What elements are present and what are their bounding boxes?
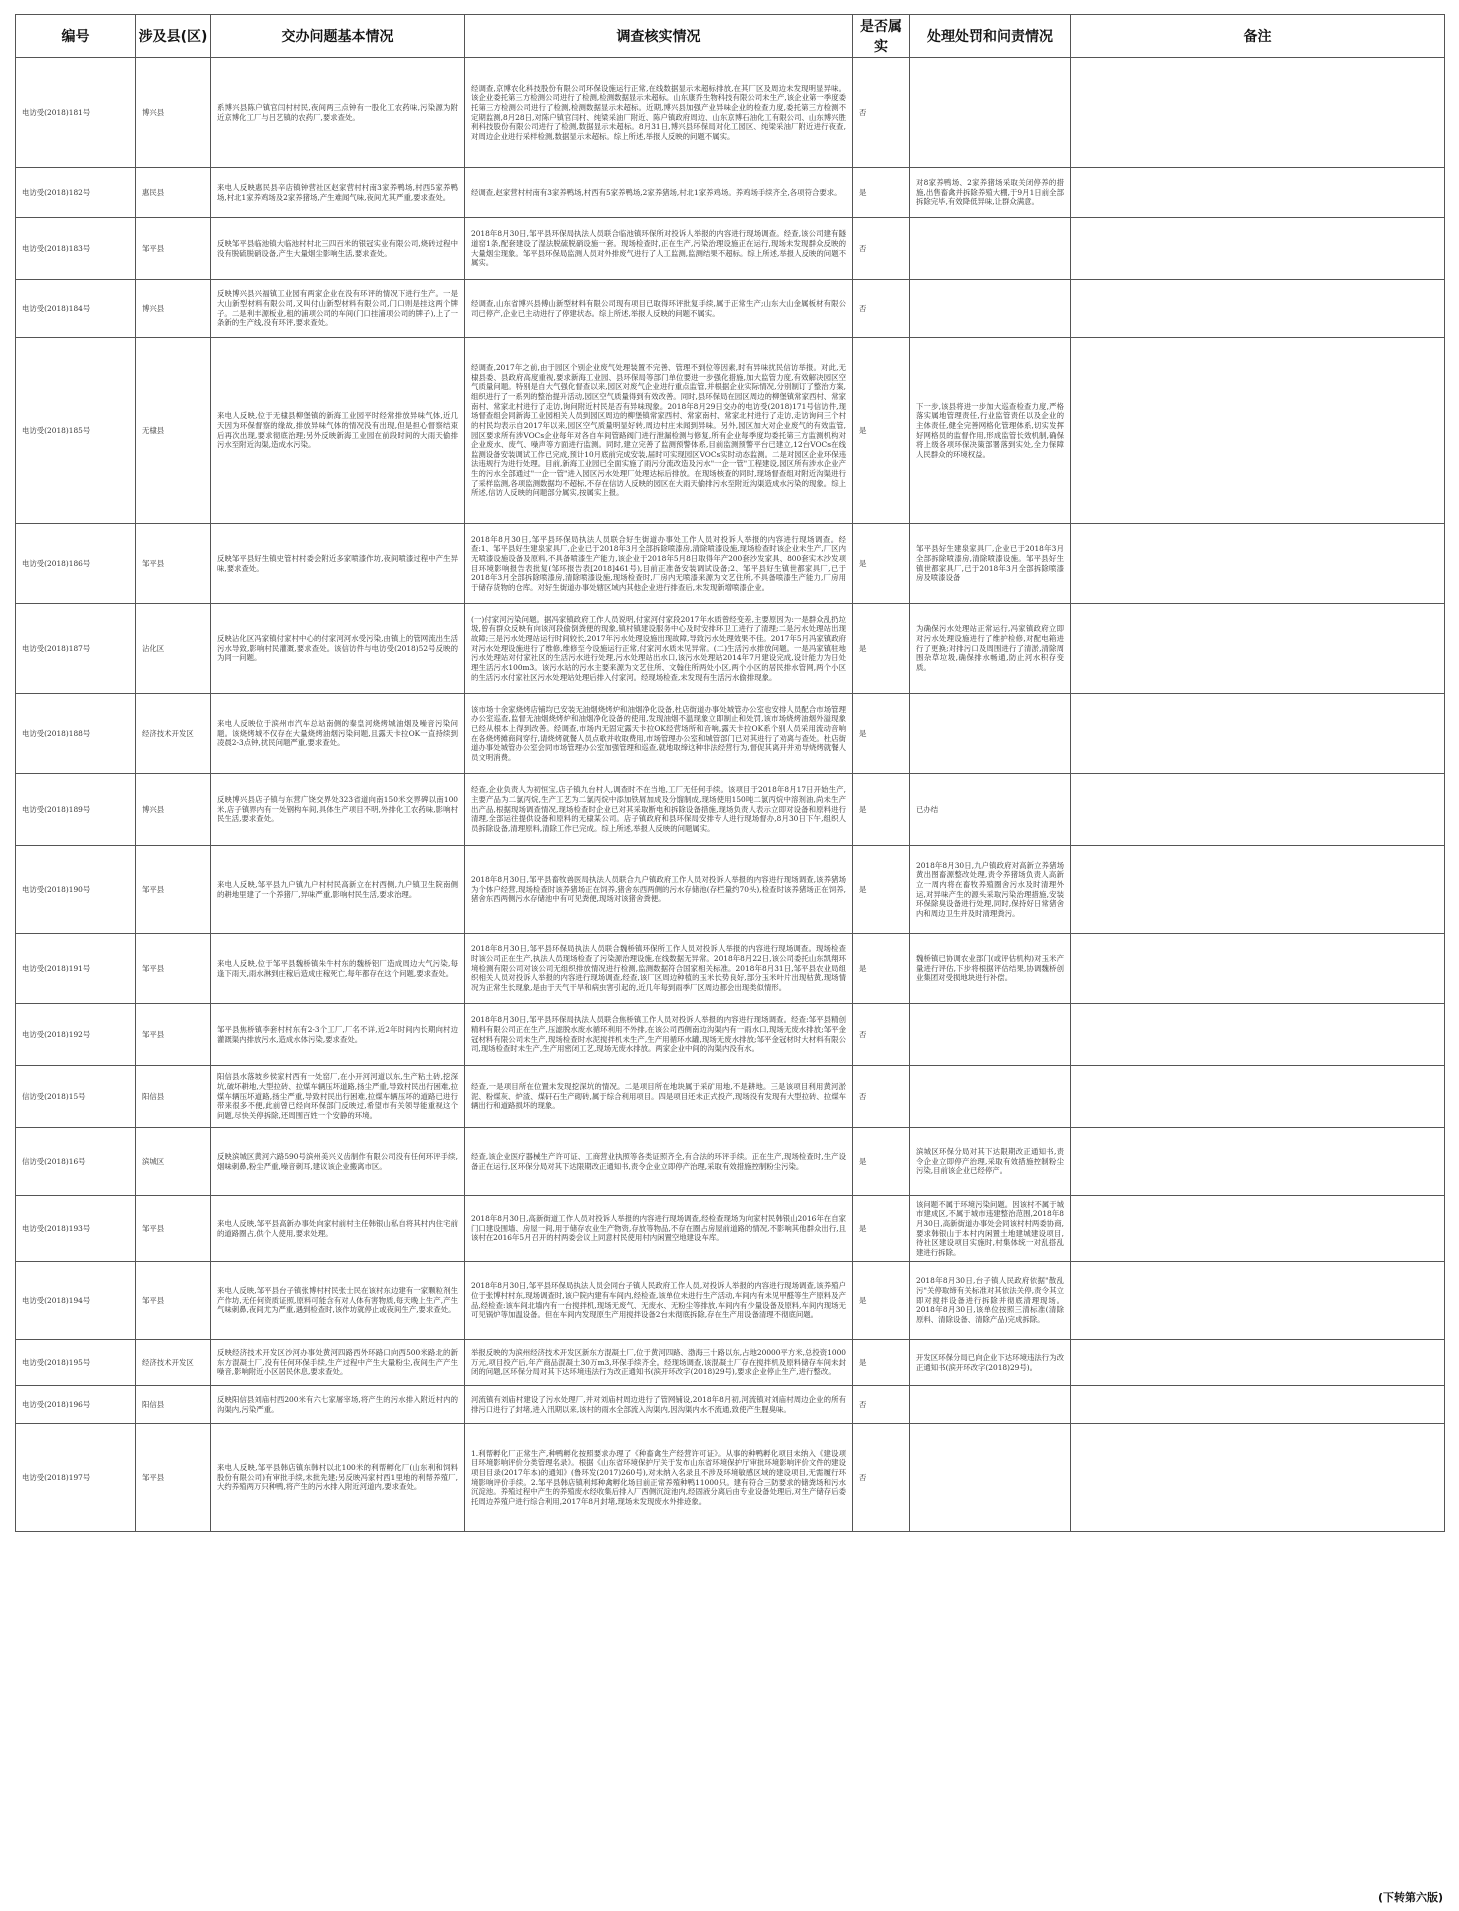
cell-issue: 来电人反映,邹平县九户镇九户村村民高新立在村西侧,九户镇卫生院南侧的耕地里建了一个养猪厂,异味严重,影响村民生活,要求治理。 (211, 846, 465, 934)
cell-penalty: 邹平县好生建泉家具厂,企业已于2018年3月全部拆除喷漆房,清除喷漆设施。邹平县好生镇世都家具厂,已于2018年3月全部拆除喷漆房及喷漆设备 (910, 524, 1071, 604)
cell-id: 电访受(2018)188号 (16, 694, 136, 774)
cell-county: 滨城区 (136, 1128, 211, 1196)
cell-investigation: 经调查,山东省博兴县傅山新型材料有限公司现有项目已取得环评批复手续,属于正常生产;山东大山金属板材有限公司已停产,企业已主动进行了停建状态。综上所述,举报人反映的问题不属实。 (465, 280, 853, 338)
cell-id: 电访受(2018)186号 (16, 524, 136, 604)
cell-penalty: 已办结 (910, 774, 1071, 846)
cell-penalty: 滨城区环保分局对其下达限期改正通知书,责令企业立即停产治理,采取有效措施控制粉尘污染,目前该企业已经停产。 (910, 1128, 1071, 1196)
cell-verified: 是 (853, 934, 910, 1004)
cell-penalty: 开发区环保分局已向企业下达环境违法行为改正通知书(滨开环改字(2018)29号)。 (910, 1340, 1071, 1386)
cell-investigation: 经调查,2017年之前,由于园区个别企业废气处理装置不完善、管理不到位等因素,时有异味扰民信访举报。对此,无棣县委、县政府高度重视,要求新海工业园、县环保局等部门单位要进一步强化措施,加大监管力度,有效解决园区空气质量问题。特别是自大气强化督查以来,园区对废气企业进行重点监管,并根据企业实际情况,分别制订了整治方案,组织进行了一系列的整治提升活动,园区空气质量得到有效改善。同时,县环保局在园区周边的柳堡镇常家西村、常家南村、常家北村进行了走访,询问附近村民是否有异味现象。2018年8月29日交办的电访受(2018)171号信访件,现场督查组会同新海工业园相关人员到园区周边的柳堡镇常家西村、常家南村、常家北村进行了走访,走访询问三个村的村民均表示自2017年以来,园区空气质量明显好转,周边村庄未闻到异味。另外,园区加大对企业废气的有效监管,园区要求所有涉VOCs企业每年对各自车间管路阀门进行泄漏检测与修复,所有企业每季度均委托第三方监测机构对企业废水、废气、噪声等方面进行监测。同时,建立完善了监测预警体系,目前监测预警平台已建立,12台VOCs在线监测设备安装调试工作已完成,预计10月底前完成安装,届时可实现园区VOCs实时动态监测。二是对园区企业环保违法违规行为进行处理。目前,新海工业园已全面实施了雨污分流改造及污水"一企一管"工程建设,园区所有涉水企业产生的污水全部通过"一企一管"进入园区污水处理厂处理达标后排放。在现场核查的同时,现场督查组对附近沟渠进行了采样监测,各项监测数据均不超标,不存在信访人反映的园区在大雨天偷排污水至附近沟渠造成水污染的现象。综上所述,信访人反映的问题部分属实,按属实上报。 (465, 338, 853, 524)
header-investigation: 调查核实情况 (465, 15, 853, 58)
cell-issue: 反映滨城区黄河六路590号滨州美兴义齿制作有限公司没有任何环评手续,烟味刺鼻,粉尘严重,噪音刺耳,建议该企业搬离市区。 (211, 1128, 465, 1196)
cell-remark (1071, 604, 1445, 694)
cell-verified: 是 (853, 168, 910, 218)
cell-verified: 是 (853, 694, 910, 774)
cell-issue: 阳信县水落坡乡侯家村西有一处窑厂,在小开河河道以东,生产粘土砖,挖深坑,破坏耕地,大型拉砖、拉煤车辆压坏道路,扬尘严重,导致村民出行困难,拉煤车辆压坏道路,扬尘严重,导致村民出行困难,拉煤车辆压坏的道路已进行带来很多不便,此前曾已经向环保部门反映过,希望市有关领导能重视这个问题,尽快关停拆除,还周围百姓一个安静的环境。 (211, 1066, 465, 1128)
cell-remark (1071, 1386, 1445, 1424)
cell-verified: 否 (853, 1066, 910, 1128)
table-row (16, 218, 1445, 280)
cell-verified: 是 (853, 524, 910, 604)
cell-county: 博兴县 (136, 774, 211, 846)
cell-remark (1071, 1340, 1445, 1386)
cell-remark (1071, 846, 1445, 934)
table-row (16, 934, 1445, 1004)
cell-county: 阳信县 (136, 1066, 211, 1128)
table-row (16, 1386, 1445, 1424)
cell-issue: 来电人反映惠民县辛店镇钟营社区赵家营村村南3家养鸭场,村西5家养鸭场,村北1家养鸡场及2家养猪场,产生难闻气味,夜间尤其严重,要求查处。 (211, 168, 465, 218)
cell-penalty: 2018年8月30日,九户镇政府对高新立养猪场黄出图畜源整改处理,责令养猪场负责人高新立一周内将在畜牧养殖圈舍污水及时清理外运,对异味产生的源头采取污染治理措施,安装环保除臭设备进行处理,同时,保持好日常猪舍内和周边卫生并及时清理粪污。 (910, 846, 1071, 934)
cell-penalty (910, 1066, 1071, 1128)
cell-remark (1071, 1196, 1445, 1262)
cell-verified: 是 (853, 774, 910, 846)
cell-remark (1071, 1066, 1445, 1128)
cell-issue: 来电人反映,邹平县高新办事处向家村前村主任韩银山私自将其村内住宅前的道路圈占,供个人使用,要求处理。 (211, 1196, 465, 1262)
cell-penalty (910, 1424, 1071, 1532)
cell-remark (1071, 1128, 1445, 1196)
continued-note: (下转第六版) (1377, 1891, 1443, 1904)
header-county: 涉及县(区) (136, 15, 211, 58)
table-row (16, 846, 1445, 934)
cell-verified: 否 (853, 1424, 910, 1532)
cell-county: 邹平县 (136, 846, 211, 934)
cell-investigation: 2018年8月30日,邹平县环保局执法人员联合焦桥镇工作人员对投诉人举报的内容进行现场调查。经查:邹平县精创精料有限公司正在生产,压滤脱水废水循环利用不外排,在该公司西侧南边沟渠内有一雨水口,现场无废水排放;邹平金冠材料有限公司未生产,现场检查时水泥搅拌机未生产,生产用循环水罐,现场无废水排放;邹平金冠材时大材料有限公司,现场检查时未生产,生产用密闭工艺,现场无废水排放。两家企业中间的沟渠内没有水。 (465, 1004, 853, 1066)
header-issue: 交办问题基本情况 (211, 15, 465, 58)
header-remark: 备注 (1071, 15, 1445, 58)
cell-issue: 来电人反映,邹平县台子镇张博村村民张士民在该村东边建有一家颗粒剂生产作坊,无任何资质证照,原料可能含有对人体有害物质,每天晚上生产,产生气味刺鼻,夜间尤为严重,遇到检查时,该作坊就停止或夜间生产,要求查处。 (211, 1262, 465, 1340)
table-row (16, 1262, 1445, 1340)
table-row (16, 694, 1445, 774)
table-row (16, 338, 1445, 524)
cell-remark (1071, 1262, 1445, 1340)
cell-investigation: 经调查,京博农化科技股份有限公司环保设施运行正常,在线数据显示未超标排放,在其厂区及周边未发现明显异味。该企业委托第三方检测公司进行了检测,检测数据显示未超标。山东康乔生物科技有限公司未生产,该企业第一季度委托第三方检测公司进行了检测,检测数据显示未超标。近期,博兴县加强产业异味企业的检查力度,委托第三方检测不定期监测,8月28日,对陈户镇官闫村、纯梁采油厂附近、陈户镇政府周边、山东京博石油化工有限公司、山东博兴胜利科技股份有限公司进行了检测,数据显示未超标。8月31日,博兴县环保局对化工园区、纯梁采油厂附近进行夜查,对周边企业进行采样检测,数据显示未超标。综上所述,举报人反映的问题不属实。 (465, 58, 853, 168)
cell-id: 电访受(2018)189号 (16, 774, 136, 846)
cell-verified: 否 (853, 58, 910, 168)
cell-penalty (910, 218, 1071, 280)
cell-investigation: 2018年8月30日,邹平县环保局执法人员联合好生街道办事处工作人员对投诉人举报的内容进行现场调查。经查:1、邹平县好生建泉家具厂,企业已于2018年3月全部拆除喷漆房,清除喷漆设施,现场检查时该企业未生产,厂区内无喷漆设施设备及原料,不具备喷漆生产能力,该企业于2018年5月8日取得年产200套沙发家具、800套实木沙发项目环境影响报告表批复(邹环报告表[2018]461号),目前正准备安装调试设备;2、邹平县好生镇世都家具厂,已于2018年3月全部拆除喷漆房,清除喷漆设施,现场检查时,厂房内无喷漆来源为文艺住所,不具备喷漆生产能力,厂房用于储存货物的仓库。对好生街道办事处辖区域内其他企业进行排查后,未发现新增喷漆企业。 (465, 524, 853, 604)
cell-penalty (910, 1004, 1071, 1066)
cell-verified: 是 (853, 846, 910, 934)
cell-penalty: 为确保污水处理站正常运行,冯家镇政府立即对污水处理设施进行了维护检修,对配电箱进行了更换;对排污口及周围进行了清淤,清除周围杂草垃圾,确保排水畅通,防止河水积存变质。 (910, 604, 1071, 694)
cell-issue: 来电人反映,邹平县韩店镇东韩村以北100米的利帮孵化厂(山东利和饲料股份有限公司)有审批手续,未批先建;另反映冯家村西1里地的利帮养殖厂,大约养殖两万只种鸭,将产生的污水排入附近河道内,要求查处。 (211, 1424, 465, 1532)
cell-issue: 邹平县焦桥镇李套村村东有2-3个工厂,厂名不详,近2年时间内长期向村边灌溉渠内排放污水,造成水体污染,要求查处。 (211, 1004, 465, 1066)
cell-investigation: 2018年8月30日,高新街道工作人员对投诉人举报的内容进行现场调查,经检查现场为向家村民韩银山2016年在自家门口建设围墙、房屋一间,用于储存农业生产物资,存放等物品,不存在圈占房屋前道路的情况,不影响其他群众出行,且该村在2016年5月召开的村两委会议上同意村民使用村内闲置空地建设车库。 (465, 1196, 853, 1262)
cell-county: 阳信县 (136, 1386, 211, 1424)
cell-id: 电访受(2018)187号 (16, 604, 136, 694)
cell-county: 邹平县 (136, 218, 211, 280)
cell-verified: 是 (853, 604, 910, 694)
cell-id: 信访受(2018)15号 (16, 1066, 136, 1128)
cell-county: 博兴县 (136, 58, 211, 168)
cell-county: 无棣县 (136, 338, 211, 524)
table-row (16, 168, 1445, 218)
cell-remark (1071, 694, 1445, 774)
table-row (16, 1196, 1445, 1262)
cell-remark (1071, 338, 1445, 524)
cell-id: 电访受(2018)185号 (16, 338, 136, 524)
cell-county: 邹平县 (136, 524, 211, 604)
cell-id: 电访受(2018)192号 (16, 1004, 136, 1066)
cell-investigation: 2018年8月30日,邹平县畜牧兽医局执法人员联合九户镇政府工作人员对投诉人举报的内容进行现场调查,该养猪场为个体户经营,现场检查时该养猪场正在饲养,猪舍东西两侧的污水存储池(存栏量约70头),检查时该养猪场正在饲养,猪舍东西两侧污水存储池中有可见粪便,现场对该猪舍粪便。 (465, 846, 853, 934)
table-row (16, 1128, 1445, 1196)
cell-id: 电访受(2018)196号 (16, 1386, 136, 1424)
cell-investigation: 经调查,赵家营村村南有3家养鸭场,村西有5家养鸭场,2家养猪场,村北1家养鸡场。养鸡场手续齐全,各项符合要求。 (465, 168, 853, 218)
header-penalty: 处理处罚和问责情况 (910, 15, 1071, 58)
cell-verified: 否 (853, 218, 910, 280)
cell-issue: 反映经济技术开发区沙河办事处黄河四路西外环路口向西500米路北的新东方混凝土厂,没有任何环保手续,生产过程中产生大量粉尘,夜间生产产生噪音,影响附近小区居民休息,要求查处。 (211, 1340, 465, 1386)
table-row (16, 774, 1445, 846)
table-row (16, 1424, 1445, 1532)
cell-id: 电访受(2018)181号 (16, 58, 136, 168)
cell-id: 电访受(2018)183号 (16, 218, 136, 280)
cell-investigation: 经查,该企业医疗器械生产许可证、工商营业执照等各类证照齐全,有合法的环评手续。正在生产,现场检查时,生产设备正在运行,区环保分局对其下达限期改正通知书,责令企业立即停产治理,采取有效措施控制粉尘污染。 (465, 1128, 853, 1196)
header-verified: 是否属实 (853, 15, 910, 58)
table-row (16, 604, 1445, 694)
table-row (16, 1004, 1445, 1066)
cell-issue: 反映邹平县好生镇史管村村委会附近多家喷漆作坊,夜间喷漆过程中产生异味,要求查处。 (211, 524, 465, 604)
cell-verified: 否 (853, 1004, 910, 1066)
cell-county: 邹平县 (136, 1262, 211, 1340)
cell-remark (1071, 774, 1445, 846)
cell-remark (1071, 934, 1445, 1004)
cell-county: 惠民县 (136, 168, 211, 218)
cell-verified: 是 (853, 1128, 910, 1196)
cell-remark (1071, 280, 1445, 338)
cell-issue: 反映沾化区冯家镇付家村中心的付家河河水受污染,由镇上的管网流出生活污水导致,影响村民灌溉,要求查处。该信访件与电访受(2018)52号反映的为同一问题。 (211, 604, 465, 694)
cell-id: 信访受(2018)16号 (16, 1128, 136, 1196)
cell-remark (1071, 1004, 1445, 1066)
complaint-table (15, 14, 1445, 1532)
cell-remark (1071, 1424, 1445, 1532)
cell-issue: 来电人反映,位于无棣县柳堡镇的新海工业园平时经常排放异味气体,近几天因为环保督察的缘故,排放异味气体的情况没有出现,但是担心督察结束后再次出现,要求彻底治理;另外反映新海工业园在前段时间的大雨天偷排污水至附近沟渠,造成水污染。 (211, 338, 465, 524)
cell-county: 邹平县 (136, 934, 211, 1004)
cell-penalty: 2018年8月30日,台子镇人民政府依据"散乱污"关停取缔有关标准对其依法关停,责令其立即对搅拌设备进行拆除并彻底清理现场。2018年8月30日,该单位按照三清标准(清除原料、清除设备、清除产品)完成拆除。 (910, 1262, 1071, 1340)
header-id: 编号 (16, 15, 136, 58)
cell-id: 电访受(2018)197号 (16, 1424, 136, 1532)
cell-verified: 否 (853, 280, 910, 338)
cell-verified: 是 (853, 338, 910, 524)
cell-id: 电访受(2018)184号 (16, 280, 136, 338)
cell-issue: 反映博兴县店子镇与东营广饶交界处323省道向南150米交界碑以南100米,店子镇界内有一处钢构车间,具体生产项目不明,外排化工农药味,影响村民生活,要求查处。 (211, 774, 465, 846)
cell-penalty (910, 280, 1071, 338)
cell-issue: 反映阳信县刘庙村西200米有六七家屠宰场,将产生的污水排入附近村内的沟渠内,污染严重。 (211, 1386, 465, 1424)
cell-id: 电访受(2018)194号 (16, 1262, 136, 1340)
table-row (16, 1066, 1445, 1128)
cell-county: 沾化区 (136, 604, 211, 694)
cell-penalty: 该问题不属于环境污染问题。因该村不属于城市建成区,不属于城市违建整治范围,2018年8月30日,高新街道办事处会同该村村两委协商,要求韩银山于本村内闲置土地建城建设项目,待社区建设项目实施时,村集体统一对乱搭乱建进行拆除。 (910, 1196, 1071, 1262)
cell-county: 邹平县 (136, 1004, 211, 1066)
cell-remark (1071, 58, 1445, 168)
cell-verified: 是 (853, 1196, 910, 1262)
cell-verified: 否 (853, 1386, 910, 1424)
cell-id: 电访受(2018)191号 (16, 934, 136, 1004)
cell-penalty: 魏桥镇已协调农业部门(或评估机构)对玉米产量进行评估,下步将根据评估结果,协调魏桥创业集团对受损地块进行补偿。 (910, 934, 1071, 1004)
table-row (16, 280, 1445, 338)
cell-issue: 来电人反映,位于邹平县魏桥镇朱牛村东的魏桥铝厂造成周边大气污染,每逢下雨天,雨水淋到庄稼后造成庄稼死亡,每年都存在这个问题,要求查处。 (211, 934, 465, 1004)
cell-investigation: 该市场十余家烧烤店铺均已安装无油烟烧烤炉和油烟净化设备,杜店街道办事处城管办公室也安排人员配合市场管理办公室巡查,监督无油烟烧烤炉和油烟净化设备的使用,发现油烟不温现象立即制止和处罚,该市场烧烤油烟外溢现象已经从根本上得到改善。经调查,市场内无固定露天卡拉OK经营场所和音响,露天卡拉OK系个别人员采用流动音响在各烧烤摊商间穿行,请烧烤就餐人员点歌并收取费用,市场管理办公室和城管部门已对其进行了劝离与查处。杜店街道办事处城管办公室会同市场管理办公室加强管理和巡查,就地取缔这种非法经营行为,督促其离开并劝导烧烤就餐人员文明消费。 (465, 694, 853, 774)
cell-penalty (910, 1386, 1071, 1424)
cell-county: 经济技术开发区 (136, 1340, 211, 1386)
cell-remark (1071, 524, 1445, 604)
cell-id: 电访受(2018)193号 (16, 1196, 136, 1262)
cell-investigation: (一)付家河污染问题。据冯家镇政府工作人员说明,付家河付家段2017年水质曾经变差,主要原因为:一是群众乱扔垃圾,曾有群众反映有向该河段偷倒粪便的现象,镇村镇建设服务中心及时安排环卫工进行了清理;二是污水处理站出现故障;三是污水处理站运行时间较长,2017年污水处理设施出现故障,导致污水处理效果不佳。2017年5月冯家镇政府对污水处理设施进行了维修,维修至今设施运行正常,付家河水质未见异常。(二)生活污水排放问题。一是冯家镇驻地污水处理站对付家社区的生活污水进行处理,污水处理站出水口,该污水处理站2014年7月建设完成,设计能力为日处理生活污水100m3。该污水站的污水主要来源为文艺住所、文翰住所两处小区,两个小区的居民排水管网,两个小区的生活污水付家社区污水处理站处理后排入付家河。经现场检查,未发现有生活污水偷排现象。 (465, 604, 853, 694)
cell-id: 电访受(2018)190号 (16, 846, 136, 934)
cell-penalty: 对8家养鸭场、2家养猪场采取关闭停养的措施,出售畜禽并拆除养殖大棚,于9月1日前全部拆除完毕,有效降低异味,让群众满意。 (910, 168, 1071, 218)
cell-investigation: 2018年8月30日,邹平县环保局执法人员联合临池镇环保所对投诉人举报的内容进行现场调查。经查,该公司建有隧道窑1条,配套建设了湿法脱硫脱硝设施一套。现场检查时,正在生产,污染治理设施正在运行,现场未发现群众反映的大量烟尘现象。邹平县环保局监测人员对外排废气进行了人工监测,监测结果不超标。综上所述,举报人反映的问题不属实。 (465, 218, 853, 280)
table-body (16, 58, 1445, 1532)
cell-issue: 反映邹平县临池镇大临池村村北三四百米的银冠实业有限公司,烧砖过程中没有脱硫脱硝设备,产生大量烟尘影响生活,要求查处。 (211, 218, 465, 280)
cell-penalty: 下一步,该县将进一步加大巡查检查力度,严格落实属地管理责任,行业监管责任以及企业的主体责任,健全完善网格化管理体系,切实发挥好网格员的监督作用,形成监管长效机制,确保将上级各项环保决策部署落到实处,全力保障人民群众的环境权益。 (910, 338, 1071, 524)
cell-verified: 是 (853, 1262, 910, 1340)
cell-investigation: 经查,一是项目所在位置未发现挖深坑的情况。二是项目所在地块属于采矿用地,不是耕地。三是该项目利用黄河淤泥、粉煤灰、炉渣、煤矸石生产砌砖,属于综合利用项目。四是项目还未正式投产,现场没有发现有大型拉砖、拉煤车辆出行和道路损坏的现象。 (465, 1066, 853, 1128)
cell-remark (1071, 218, 1445, 280)
cell-issue: 反映博兴县兴福镇工业园有两家企业在没有环评的情况下进行生产。一是大山新型材料有限公司,又叫付山新型材料有限公司,门口则是挂这两个牌子。二是利丰源板业,租的浦项公司的车间(门口挂浦项公司的牌子),上了一条新的生产线,没有环评,要求查处。 (211, 280, 465, 338)
cell-county: 博兴县 (136, 280, 211, 338)
cell-county: 邹平县 (136, 1196, 211, 1262)
cell-penalty (910, 58, 1071, 168)
cell-investigation: 河流镇有刘庙村建设了污水处理厂,并对刘庙村周边进行了管网铺设,2018年8月初,河流镇对刘庙村周边企业的所有排污口进行了封堵,进入汛期以来,该村的雨水全部流入沟渠内,因沟渠内水不流通,致使产生腥臭味。 (465, 1386, 853, 1424)
cell-investigation: 2018年8月30日,邹平县环保局执法人员联合魏桥镇环保所工作人员对投诉人举报的内容进行现场调查。现场检查时该公司正在生产,执法人员现场检查了污染源治理设施,在线数据无异常。2018年8月22日,该公司委托山东凯翔环境检测有限公司对该公司无组织排放情况进行检测,监测数据符合国家相关标准。2018年8月31日,邹平县农业局组织相关人员对投诉人举报的内容进行现场调查,经查,该厂区周边种植的玉米长势良好,部分玉米叶片出现枯黄,现场情况为正常生长现象,是由于天气干旱和病虫害引起的,近几年每到雨季厂区周边都会出现类似情形。 (465, 934, 853, 1004)
cell-county: 邹平县 (136, 1424, 211, 1532)
table-row (16, 524, 1445, 604)
cell-investigation: 经查,企业负责人为初恒宝,店子镇九台村人,调查时不在当地,工厂无任何手续。该项目于2018年8月17日开始生产,主要产品为二氯丙烷,生产工艺为二氯丙烷中添加铁屑加成及分馏制成,现场使用150吨二氯丙烷中溶剂油,尚未生产出产品,根据现场调查情况,现场检查时企业已对其采取断电和拆除设备措施,现场负责人表示立即对设备和原料进行清理,全部运往提供设备和原料的无棣某公司。店子镇政府和县环保局安排专人进行现场督办,8月30日下午,组织人员拆除设备,清理原料,清除工作已完成。综上所述,举报人反映的问题属实。 (465, 774, 853, 846)
cell-investigation: 1.利帮孵化厂正常生产,种鸭孵化按照要求办理了《种畜禽生产经营许可证》。从事的种鸭孵化项目未纳入《建设项目环境影响评价分类管理名录》。根据《山东省环境保护厅关于发布山东省环境保护厅审批环境影响评价文件的建设项目目录(2017年本)的通知》(鲁环发(2017)260号),对未纳入名录且不涉及环境敏感区域的建设项目,无需履行环境影响评价手续。2.邹平县韩店镇利邦种禽孵化场目前正常养殖种鸭11000只。建有符合三防要求的储粪场和污水沉淀池。养殖过程中产生的养殖废水经收集后排入厂西侧沉淀池内,经固液分离后由专业设备处理后,对生产储存后委托周边养殖户进行综合利用,2017年8月封堵,现场未发现废水外排迹象。 (465, 1424, 853, 1532)
table-header-row (16, 15, 1445, 58)
cell-penalty (910, 694, 1071, 774)
table-row (16, 1340, 1445, 1386)
cell-issue: 系博兴县陈户镇官闫村村民,夜间两三点钟有一股化工农药味,污染源为附近京博化工厂与吕艺镇的农药厂,要求查处。 (211, 58, 465, 168)
cell-verified: 是 (853, 1340, 910, 1386)
cell-investigation: 2018年8月30日,邹平县环保局执法人员会同台子镇人民政府工作人员,对投诉人举报的内容进行现场调查,该养殖户位于张博村村东,现场调查时,该户院内建有车间内,经检查,该单位未进行生产活动,车间内有未见甲醛等生产原料及产品,经检查:该车间北墙内有一台搅拌机,现场无废气、无废水、无粉尘等排放,车间内有少量设备及原料,车间内现场无可见锅炉等加温设备。但在车间内发现原生产用搅拌设备2台未彻底拆除,存在生产用设备清理不彻底问题。 (465, 1262, 853, 1340)
cell-id: 电访受(2018)182号 (16, 168, 136, 218)
cell-county: 经济技术开发区 (136, 694, 211, 774)
table-row (16, 58, 1445, 168)
cell-id: 电访受(2018)195号 (16, 1340, 136, 1386)
cell-issue: 来电人反映位于滨州市汽车总站南侧的秦皇河烧烤城油烟及噪音污染问题。该烧烤城不仅存在大量烧烤油烟污染问题,且露天卡拉OK一直持续到凌晨2-3点钟,扰民问题严重,要求查处。 (211, 694, 465, 774)
cell-investigation: 举报反映的为滨州经济技术开发区新东方混凝土厂,位于黄河四路、渤海三十路以东,占地20000平方米,总投资1000万元,项目投产后,年产商品混凝土30万m3,环保手续齐全。经现场调查,该混凝土厂存在搅拌机及原料储存车间未封闭的问题,区环保分局对其下达环境违法行为改正通知书(滨开环改字(2018)29号),要求企业停止生产,进行整改。 (465, 1340, 853, 1386)
cell-remark (1071, 168, 1445, 218)
